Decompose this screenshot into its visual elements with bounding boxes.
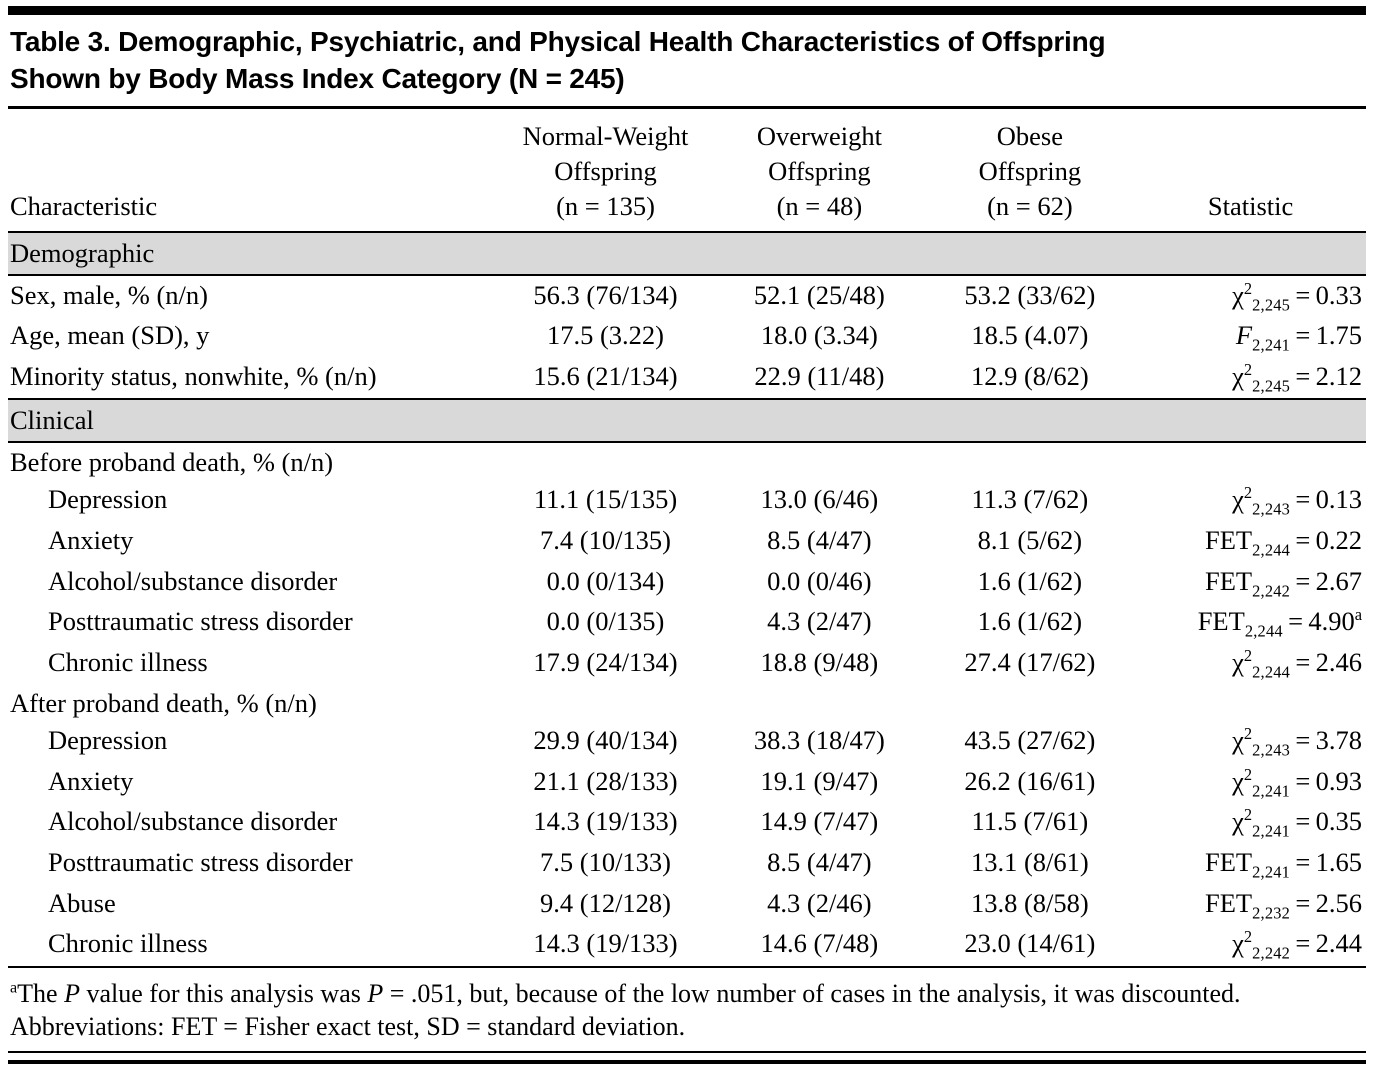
section-row-clinical [8,399,1366,442]
col-header-group-1: Overweight Offspring (n = 48) [756,120,882,222]
cell-value [497,442,714,480]
cell-value: 18.8 (9/48) [760,647,879,678]
cell-value: 38.3 (18/47) [753,725,885,756]
cell-value: 0.0 (0/134) [546,565,665,596]
table-row [8,722,1366,763]
cell-value: 8.5 (4/47) [767,525,872,556]
cell-value: 13.8 (8/58) [970,887,1089,918]
cell-value: 4.3 (2/46) [767,887,872,918]
cell-value: 56.3 (76/134) [533,279,678,310]
footnote-a: $^a$The P value for this analysis was P = .051, but, because of the low number of cases in the analysis, it was discounted. [10,978,1241,1008]
table-row [8,357,1366,399]
cell-value: 17.5 (3.22) [546,320,665,351]
cell-value: 17.9 (24/134) [533,647,678,678]
cell-value [714,442,924,480]
cell-statistic: $\chi^2_{2,244} = 2.46$ [1232,646,1362,682]
cell-value: 12.9 (8/62) [970,360,1089,391]
cell-statistic [1135,442,1366,480]
table-title-line1: Table 3. Demographic, Psychiatric, and Physical Health Characteristics of Offspring [10,26,1106,57]
table-row [8,684,1366,721]
cell-value: 1.6 (1/62) [977,606,1083,637]
cell-value: 27.4 (17/62) [964,647,1096,678]
table-row [8,522,1366,563]
row-label: Posttraumatic stress disorder [48,847,353,878]
cell-value: 0.0 (0/135) [546,606,665,637]
footnotes [8,968,1366,1052]
cell-value [925,442,1135,480]
row-label: Abuse [48,887,116,918]
table-row [8,603,1366,644]
section-row-demographic [8,232,1366,275]
section-header: Clinical [10,405,94,436]
cell-value [714,684,924,721]
row-label: Minority status, nonwhite, % (n/n) [10,360,377,391]
table-row [8,644,1366,685]
cell-value: 18.5 (4.07) [971,320,1089,351]
cell-value: 14.3 (19/133) [533,928,678,959]
header-row [8,109,1366,232]
row-label: Anxiety [48,525,134,556]
cell-statistic: $\chi^2_{2,242} = 2.44$ [1232,927,1362,963]
cell-value: 8.5 (4/47) [767,847,872,878]
table-title-line2: Shown by Body Mass Index Category (N = 245) [10,62,625,94]
cell-value: 7.4 (10/135) [540,525,672,556]
table-row [8,925,1366,967]
row-label: Chronic illness [48,928,208,959]
row-label: Alcohol/substance disorder [48,806,338,837]
cell-value: 13.1 (8/61) [970,847,1089,878]
cell-value: 8.1 (5/62) [977,525,1083,556]
row-label: Depression [48,484,168,515]
table-row [8,442,1366,480]
cell-value: 11.1 (15/135) [533,484,678,515]
cell-value: 53.2 (33/62) [964,279,1096,310]
top-rule [8,6,1366,15]
row-label: Sex, male, % (n/n) [10,279,208,310]
cell-value: 4.3 (2/47) [767,606,872,637]
col-header-statistic: Statistic [1207,191,1294,222]
cell-statistic: $FET_{2,241} = 1.65$ [1204,847,1362,882]
row-label: Anxiety [48,765,134,796]
section-header: Demographic [10,237,155,268]
row-label: Chronic illness [48,647,208,678]
cell-value: 14.6 (7/48) [760,928,879,959]
cell-statistic: $\chi^2_{2,245} = 2.12$ [1232,360,1362,396]
cell-value: 19.1 (9/47) [760,765,879,796]
table-title [8,15,1366,106]
row-label: Depression [48,725,168,756]
cell-statistic: $\chi^2_{2,243} = 0.13$ [1232,483,1362,519]
cell-value: 11.3 (7/62) [971,484,1089,515]
cell-value: 14.3 (19/133) [533,806,678,837]
cell-value: 21.1 (28/133) [533,765,678,796]
cell-value: 52.1 (25/48) [753,279,885,310]
characteristics-table [8,109,1366,968]
cell-statistic: $FET_{2,244} = 0.22$ [1204,525,1362,560]
table-row [8,884,1366,925]
cell-value: 9.4 (12/128) [540,887,672,918]
cell-statistic: $\chi^2_{2,245} = 0.33$ [1232,278,1362,314]
cell-value: 43.5 (27/62) [964,725,1096,756]
col-header-group-0: Normal-Weight Offspring (n = 135) [522,120,689,222]
table-row [8,762,1366,803]
cell-value: 18.0 (3.34) [760,320,878,351]
table-row [8,562,1366,603]
cell-value: 7.5 (10/133) [540,847,672,878]
bottom-rule-thin [8,1051,1366,1053]
row-label: Before proband death, % (n/n) [10,446,334,477]
cell-value: 22.9 (11/48) [754,360,885,391]
cell-statistic: $FET_{2,242} = 2.67$ [1204,565,1362,600]
cell-statistic: $FET_{2,244} = 4.90^a$ [1197,605,1362,641]
cell-statistic: $F_{2,241} = 1.75$ [1235,320,1362,355]
table-row [8,275,1366,317]
row-label: Age, mean (SD), y [10,320,210,351]
cell-value: 15.6 (21/134) [533,360,678,391]
row-label: Posttraumatic stress disorder [48,606,353,637]
table-row [8,844,1366,885]
cell-value [925,684,1135,721]
cell-statistic: $\chi^2_{2,241} = 0.35$ [1232,805,1362,841]
col-header-group-2: Obese Offspring (n = 62) [978,120,1082,222]
table-row [8,803,1366,844]
cell-value: 11.5 (7/61) [971,806,1089,837]
table-row [8,481,1366,522]
cell-value: 29.9 (40/134) [533,725,678,756]
cell-value: 14.9 (7/47) [760,806,879,837]
cell-statistic [1135,684,1366,721]
cell-value: 13.0 (6/46) [760,484,879,515]
cell-value: 1.6 (1/62) [977,565,1083,596]
bottom-rule-thick [8,1060,1366,1064]
cell-value: 23.0 (14/61) [964,928,1096,959]
footnote-abbreviations: Abbreviations: FET = Fisher exact test, SD = standard deviation. [10,1012,686,1042]
cell-statistic: $\chi^2_{2,241} = 0.93$ [1232,764,1362,801]
col-header-characteristic: Characteristic [10,191,158,222]
cell-statistic: $FET_{2,232} = 2.56$ [1204,887,1362,923]
row-label: After proband death, % (n/n) [10,687,317,718]
cell-value [497,684,714,721]
table-row [8,317,1366,358]
cell-value: 0.0 (0/46) [767,565,872,596]
row-label: Alcohol/substance disorder [48,565,338,596]
table-body [8,232,1366,967]
cell-value: 26.2 (16/61) [964,765,1096,796]
cell-statistic: $\chi^2_{2,243} = 3.78$ [1232,724,1362,760]
